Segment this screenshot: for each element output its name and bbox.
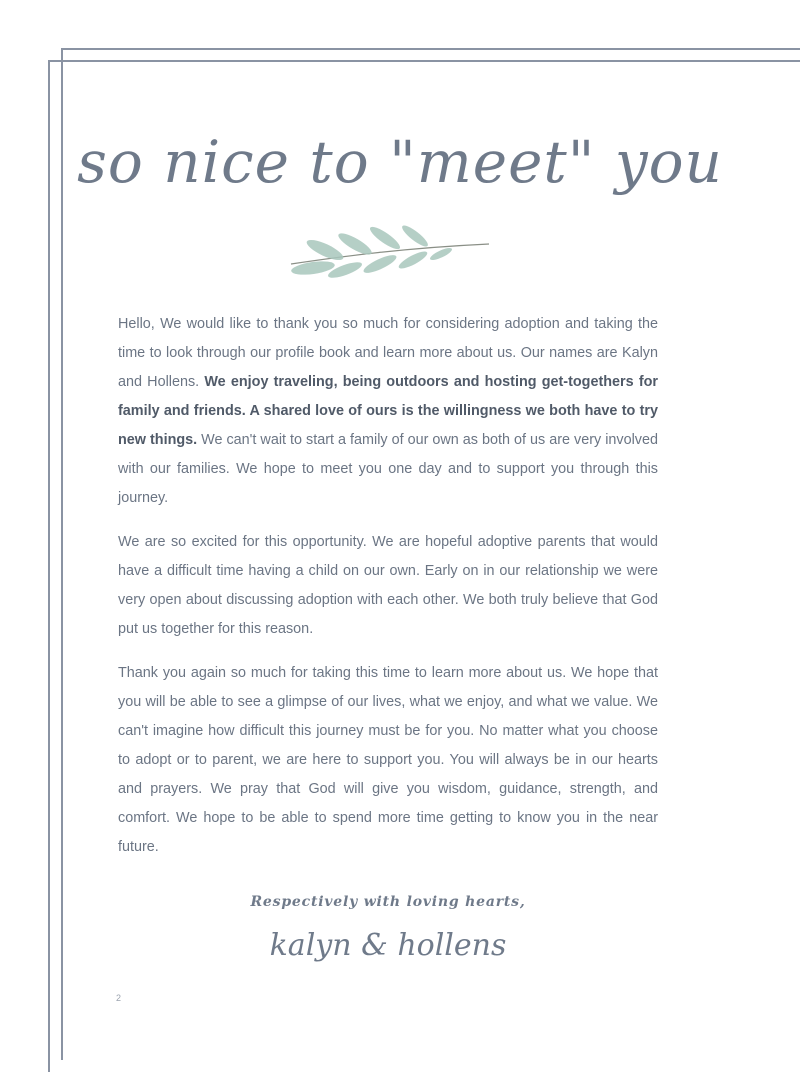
paragraph-3: Thank you again so much for taking this time to learn more about us. We hope that you will be able to see a glimpse of our lives, what we enjoy, and what we value. We can't imagine how difficult this journey must be for you. No matter what you choose to adopt or to parent, we are here to support you. You will always be in our hearts and prayers. We pray that God will give you wisdom, guidance, strength, and comfort. We hope to be able to spend more time getting to know you in the near future. xyxy=(118,665,658,855)
page-title: so nice to "meet" you xyxy=(77,128,723,196)
signature: kalyn & hollens xyxy=(269,928,507,963)
paragraph-1-outro: We can't wait to start a family of our own as both of us are very involved with our families. We hope to meet you one day and to support you through this journey. xyxy=(118,432,658,506)
leaf-sprig-icon xyxy=(285,222,495,282)
closing-line: Respectively with loving hearts, xyxy=(250,894,526,910)
paragraph-1-highlight: We enjoy traveling, being outdoors and hosting get-togethers for family and friends. A shared love of ours is the willingness we both have to try new things. xyxy=(118,374,659,448)
paragraph-1 xyxy=(118,310,658,513)
paragraph-1-intro: Hello, We would like to thank you so much for considering adoption and taking the time to look through our profile book and learn more about us. Our names are Kalyn and Hollens. xyxy=(118,316,658,390)
paragraph-2: We are so excited for this opportunity. We are hopeful adoptive parents that would have a difficult time having a child on our own. Early on in our relationship we were very open about discussing adoption with each other. We both truly believe that God put us together for this reason. xyxy=(118,534,658,637)
letter-body xyxy=(118,310,658,877)
page-number: 2 xyxy=(116,993,122,1003)
